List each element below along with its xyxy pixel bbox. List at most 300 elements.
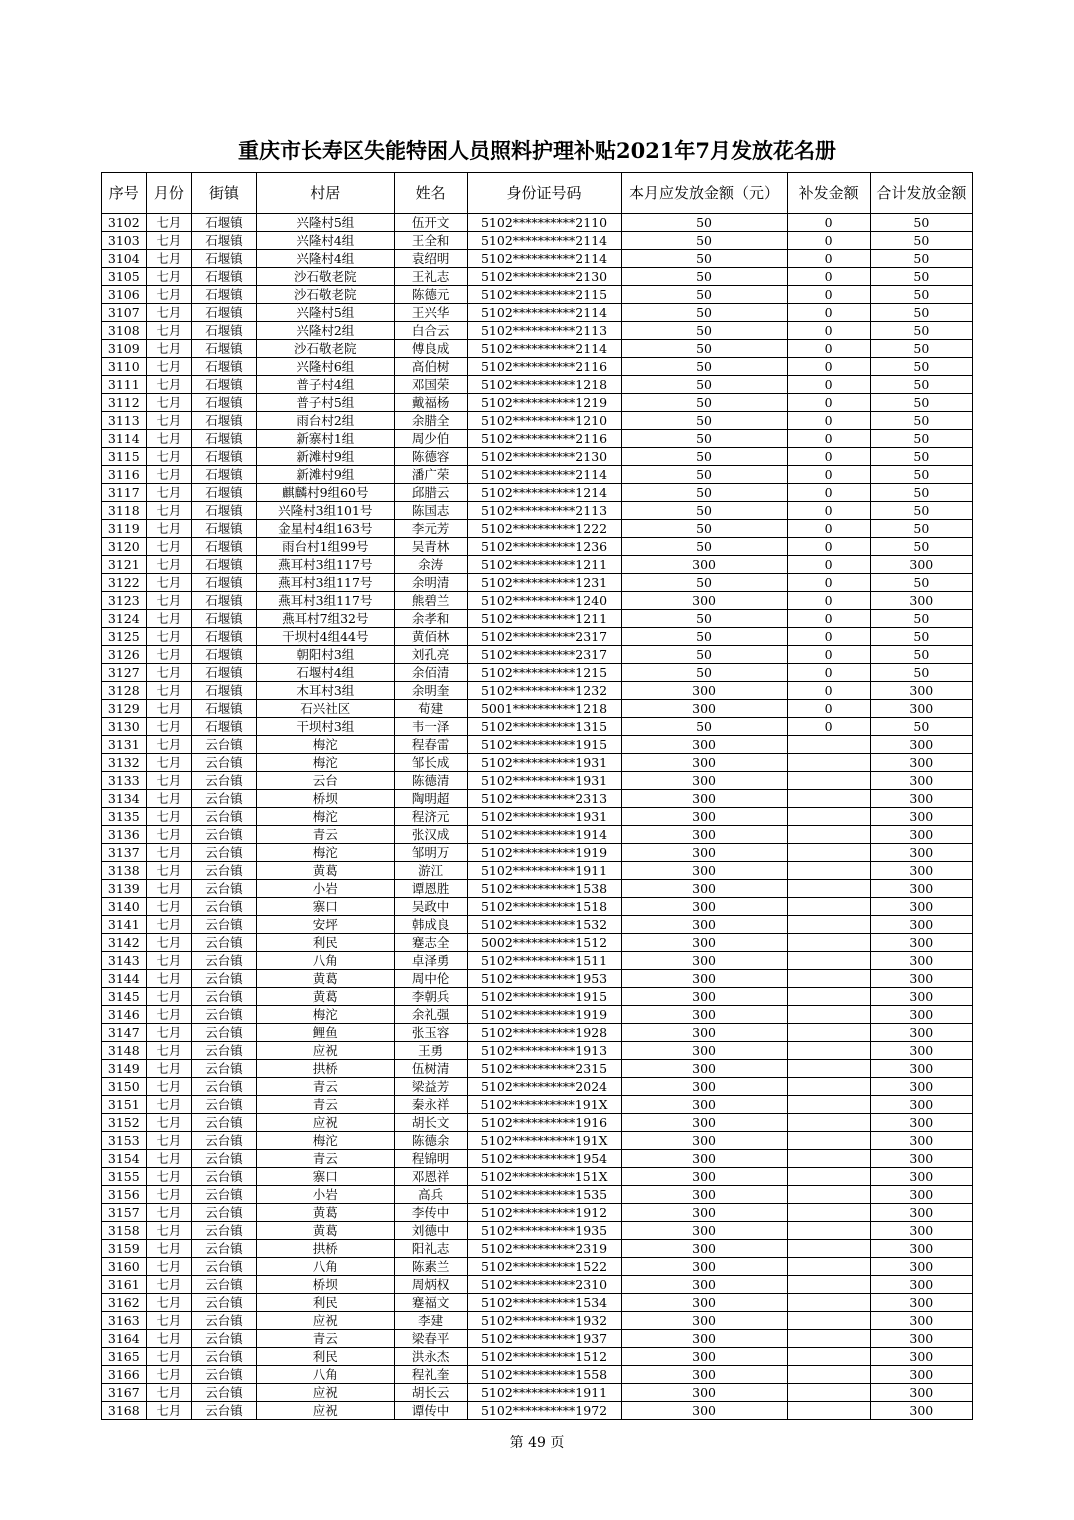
table-cell: 云台镇 (192, 934, 257, 952)
table-cell: 300 (870, 700, 972, 718)
table-cell: 云台镇 (192, 1150, 257, 1168)
table-cell: 300 (870, 1096, 972, 1114)
table-cell: 3109 (102, 340, 147, 358)
table-cell: 云台镇 (192, 808, 257, 826)
table-cell: 利民 (256, 1294, 394, 1312)
column-header: 补发金额 (787, 173, 870, 214)
table-cell: 李传中 (394, 1204, 467, 1222)
table-cell: 5102**********1518 (467, 898, 621, 916)
table-cell: 3127 (102, 664, 147, 682)
table-cell: 0 (787, 466, 870, 484)
table-cell (787, 1294, 870, 1312)
table-cell: 熊碧兰 (394, 592, 467, 610)
table-cell: 七月 (146, 1294, 192, 1312)
table-cell: 300 (870, 880, 972, 898)
table-cell: 石堰镇 (192, 556, 257, 574)
table-cell: 5001**********1218 (467, 700, 621, 718)
table-cell: 50 (870, 664, 972, 682)
table-cell: 兴隆村6组 (256, 358, 394, 376)
table-cell: 3162 (102, 1294, 147, 1312)
table-row (102, 1060, 973, 1078)
table-cell: 3149 (102, 1060, 147, 1078)
table-cell: 新寨村1组 (256, 430, 394, 448)
table-cell: 应祝 (256, 1312, 394, 1330)
table-cell: 5102**********1915 (467, 988, 621, 1006)
table-cell: 3164 (102, 1330, 147, 1348)
table-cell: 5102**********1511 (467, 952, 621, 970)
table-cell (787, 934, 870, 952)
table-cell: 0 (787, 448, 870, 466)
table-cell: 陶明超 (394, 790, 467, 808)
table-row (102, 1150, 973, 1168)
table-cell: 黄葛 (256, 988, 394, 1006)
table-row (102, 988, 973, 1006)
table-cell: 5102**********1538 (467, 880, 621, 898)
table-cell: 300 (621, 952, 787, 970)
table-cell: 七月 (146, 1168, 192, 1186)
table-cell: 3147 (102, 1024, 147, 1042)
table-cell (787, 1024, 870, 1042)
table-cell: 七月 (146, 592, 192, 610)
table-cell: 5102**********1211 (467, 556, 621, 574)
table-cell: 七月 (146, 1222, 192, 1240)
table-cell: 七月 (146, 1186, 192, 1204)
table-cell (787, 862, 870, 880)
table-cell: 伍开文 (394, 214, 467, 232)
table-cell: 300 (621, 898, 787, 916)
table-cell: 利民 (256, 1348, 394, 1366)
table-cell: 七月 (146, 232, 192, 250)
table-cell: 50 (870, 250, 972, 268)
table-cell: 张汉成 (394, 826, 467, 844)
table-cell: 青云 (256, 1330, 394, 1348)
table-row (102, 376, 973, 394)
table-cell: 3111 (102, 376, 147, 394)
table-cell: 3103 (102, 232, 147, 250)
table-cell: 3152 (102, 1114, 147, 1132)
table-cell: 沙石敬老院 (256, 286, 394, 304)
table-cell: 50 (621, 412, 787, 430)
table-cell: 八角 (256, 1258, 394, 1276)
table-cell: 50 (621, 664, 787, 682)
table-cell: 七月 (146, 754, 192, 772)
table-row (102, 1276, 973, 1294)
table-cell: 0 (787, 574, 870, 592)
table-cell: 0 (787, 538, 870, 556)
table-cell: 50 (870, 232, 972, 250)
table-cell: 5102**********1919 (467, 1006, 621, 1024)
table-cell: 5102**********2317 (467, 628, 621, 646)
table-row (102, 790, 973, 808)
table-row (102, 1348, 973, 1366)
table-cell (787, 1042, 870, 1060)
table-cell: 300 (621, 1006, 787, 1024)
table-cell: 3150 (102, 1078, 147, 1096)
table-cell: 300 (621, 916, 787, 934)
table-cell: 石堰镇 (192, 592, 257, 610)
table-cell: 3154 (102, 1150, 147, 1168)
table-cell: 云台镇 (192, 1240, 257, 1258)
table-cell: 陈德元 (394, 286, 467, 304)
table-cell: 李建 (394, 1312, 467, 1330)
table-cell: 5102**********1522 (467, 1258, 621, 1276)
table-cell: 七月 (146, 628, 192, 646)
table-cell: 3143 (102, 952, 147, 970)
table-cell: 石堰镇 (192, 412, 257, 430)
table-cell: 3148 (102, 1042, 147, 1060)
table-cell: 3114 (102, 430, 147, 448)
table-cell: 3163 (102, 1312, 147, 1330)
table-cell: 周少伯 (394, 430, 467, 448)
table-cell (787, 1240, 870, 1258)
table-cell: 云台镇 (192, 1096, 257, 1114)
table-cell: 七月 (146, 1330, 192, 1348)
table-cell: 拱桥 (256, 1060, 394, 1078)
table-cell: 云台镇 (192, 736, 257, 754)
table-row (102, 1330, 973, 1348)
table-cell: 云台镇 (192, 754, 257, 772)
table-cell: 0 (787, 556, 870, 574)
table-cell: 3128 (102, 682, 147, 700)
table-cell: 游江 (394, 862, 467, 880)
table-cell: 兴隆村2组 (256, 322, 394, 340)
table-cell: 300 (621, 988, 787, 1006)
table-cell: 七月 (146, 268, 192, 286)
table-cell: 300 (621, 970, 787, 988)
table-cell: 雨台村2组 (256, 412, 394, 430)
table-cell: 朝阳村3组 (256, 646, 394, 664)
table-cell: 5102**********2115 (467, 286, 621, 304)
table-row (102, 556, 973, 574)
table-row (102, 1384, 973, 1402)
table-row (102, 1186, 973, 1204)
table-cell: 石堰镇 (192, 304, 257, 322)
table-cell: 石堰镇 (192, 502, 257, 520)
table-cell: 3126 (102, 646, 147, 664)
table-cell (787, 1222, 870, 1240)
table-row (102, 448, 973, 466)
table-cell: 300 (870, 754, 972, 772)
table-cell: 燕耳村3组117号 (256, 592, 394, 610)
table-cell (787, 1114, 870, 1132)
table-cell: 5102**********1928 (467, 1024, 621, 1042)
table-cell: 5102**********1913 (467, 1042, 621, 1060)
table-cell: 0 (787, 628, 870, 646)
table-cell: 小岩 (256, 880, 394, 898)
page-title: 重庆市长寿区失能特困人员照料护理补贴2021年7月发放花名册 (237, 138, 837, 163)
table-cell: 50 (621, 232, 787, 250)
table-cell: 云台镇 (192, 790, 257, 808)
table-cell: 3141 (102, 916, 147, 934)
table-cell: 300 (870, 1150, 972, 1168)
table-cell: 云台镇 (192, 1024, 257, 1042)
table-cell: 干坝村4组44号 (256, 628, 394, 646)
table-cell: 300 (870, 1222, 972, 1240)
table-cell: 云台镇 (192, 1276, 257, 1294)
table-cell: 300 (870, 826, 972, 844)
table-cell: 5102**********1919 (467, 844, 621, 862)
table-cell (787, 754, 870, 772)
table-cell (787, 844, 870, 862)
table-cell: 3117 (102, 484, 147, 502)
table-cell: 石堰镇 (192, 340, 257, 358)
table-cell: 七月 (146, 286, 192, 304)
table-cell: 50 (621, 448, 787, 466)
table-cell: 傅良成 (394, 340, 467, 358)
table-row (102, 646, 973, 664)
table-cell: 石堰镇 (192, 232, 257, 250)
table-cell: 300 (870, 898, 972, 916)
table-cell: 七月 (146, 808, 192, 826)
table-row (102, 502, 973, 520)
table-cell: 七月 (146, 988, 192, 1006)
table-cell: 5102**********2130 (467, 448, 621, 466)
table-cell: 3135 (102, 808, 147, 826)
table-cell (787, 970, 870, 988)
table-row (102, 1240, 973, 1258)
table-cell (787, 1006, 870, 1024)
table-cell: 陈素兰 (394, 1258, 467, 1276)
table-cell: 50 (621, 484, 787, 502)
table-cell: 胡长文 (394, 1114, 467, 1132)
table-cell: 石堰镇 (192, 610, 257, 628)
table-cell: 0 (787, 484, 870, 502)
table-cell: 300 (621, 1042, 787, 1060)
table-cell: 石堰镇 (192, 358, 257, 376)
table-cell: 300 (870, 844, 972, 862)
table-cell: 3112 (102, 394, 147, 412)
table-cell: 50 (621, 394, 787, 412)
table-cell: 新滩村9组 (256, 448, 394, 466)
table-cell: 300 (870, 808, 972, 826)
table-cell: 云台镇 (192, 1258, 257, 1276)
table-cell: 3131 (102, 736, 147, 754)
table-cell: 高兵 (394, 1186, 467, 1204)
table-cell: 5102**********1972 (467, 1402, 621, 1420)
table-cell: 50 (870, 376, 972, 394)
table-cell: 50 (621, 502, 787, 520)
table-cell: 程春雷 (394, 736, 467, 754)
table-row (102, 1078, 973, 1096)
table-cell: 七月 (146, 1114, 192, 1132)
table-cell: 50 (870, 646, 972, 664)
table-cell: 3137 (102, 844, 147, 862)
table-cell: 50 (870, 466, 972, 484)
table-cell: 云台镇 (192, 952, 257, 970)
table-row (102, 970, 973, 988)
table-cell: 七月 (146, 682, 192, 700)
table-cell: 3153 (102, 1132, 147, 1150)
table-row (102, 664, 973, 682)
table-row (102, 358, 973, 376)
table-cell: 50 (870, 484, 972, 502)
table-cell: 3156 (102, 1186, 147, 1204)
table-row (102, 628, 973, 646)
table-cell: 七月 (146, 466, 192, 484)
table-cell: 云台镇 (192, 772, 257, 790)
table-row (102, 1312, 973, 1330)
table-cell: 程锦明 (394, 1150, 467, 1168)
table-cell: 七月 (146, 340, 192, 358)
table-cell: 桥坝 (256, 1276, 394, 1294)
table-cell: 5102**********1911 (467, 1384, 621, 1402)
table-cell: 3158 (102, 1222, 147, 1240)
table-cell: 50 (621, 304, 787, 322)
table-cell: 梅沱 (256, 736, 394, 754)
table-cell: 3168 (102, 1402, 147, 1420)
table-cell: 云台镇 (192, 1006, 257, 1024)
table-row (102, 952, 973, 970)
table-cell (787, 1348, 870, 1366)
table-cell: 云台镇 (192, 916, 257, 934)
table-cell: 洪永杰 (394, 1348, 467, 1366)
table-cell: 300 (621, 826, 787, 844)
table-cell: 0 (787, 430, 870, 448)
table-cell (787, 952, 870, 970)
table-row (102, 484, 973, 502)
table-cell: 50 (621, 628, 787, 646)
table-cell: 300 (870, 1312, 972, 1330)
table-cell: 5102**********1211 (467, 610, 621, 628)
table-cell: 石堰镇 (192, 646, 257, 664)
table-cell: 七月 (146, 520, 192, 538)
table-cell: 300 (870, 790, 972, 808)
table-body (102, 214, 973, 1420)
table-cell: 云台镇 (192, 970, 257, 988)
table-cell: 云台镇 (192, 898, 257, 916)
table-cell: 5102**********1954 (467, 1150, 621, 1168)
table-cell: 云台镇 (192, 1330, 257, 1348)
table-cell: 刘孔亮 (394, 646, 467, 664)
table-row (102, 304, 973, 322)
table-cell: 麒麟村9组60号 (256, 484, 394, 502)
table-cell: 云台镇 (192, 1312, 257, 1330)
table-cell: 300 (621, 1402, 787, 1420)
table-row (102, 934, 973, 952)
table-cell: 5102**********1915 (467, 736, 621, 754)
table-cell: 3139 (102, 880, 147, 898)
table-cell: 5102**********2116 (467, 358, 621, 376)
table-cell: 伍树清 (394, 1060, 467, 1078)
table-cell: 50 (621, 574, 787, 592)
table-cell: 300 (621, 1132, 787, 1150)
table-cell: 韦一泽 (394, 718, 467, 736)
table-row (102, 682, 973, 700)
table-cell: 石堰镇 (192, 628, 257, 646)
table-cell: 3106 (102, 286, 147, 304)
table-cell: 300 (870, 1258, 972, 1276)
table-row (102, 862, 973, 880)
table-cell: 梅沱 (256, 1132, 394, 1150)
table-cell: 余佰清 (394, 664, 467, 682)
table-cell: 0 (787, 340, 870, 358)
table-cell: 黄佰林 (394, 628, 467, 646)
table-cell: 0 (787, 502, 870, 520)
table-cell: 应祝 (256, 1114, 394, 1132)
table-row (102, 1114, 973, 1132)
table-cell: 3130 (102, 718, 147, 736)
table-cell: 300 (621, 1258, 787, 1276)
table-cell: 5102**********2024 (467, 1078, 621, 1096)
table-cell: 50 (621, 214, 787, 232)
table-row (102, 520, 973, 538)
table-cell: 300 (870, 1366, 972, 1384)
table-cell: 石堰镇 (192, 448, 257, 466)
table-cell: 50 (870, 412, 972, 430)
table-cell: 300 (870, 1186, 972, 1204)
table-row (102, 574, 973, 592)
table-cell: 3133 (102, 772, 147, 790)
table-cell: 卓泽勇 (394, 952, 467, 970)
table-cell: 300 (621, 1096, 787, 1114)
table-cell: 300 (870, 1132, 972, 1150)
table-cell: 3123 (102, 592, 147, 610)
table-cell: 邓恩祥 (394, 1168, 467, 1186)
table-cell: 利民 (256, 934, 394, 952)
table-cell: 300 (621, 700, 787, 718)
table-cell: 300 (870, 1276, 972, 1294)
table-cell: 5102**********1232 (467, 682, 621, 700)
table-cell: 5102**********2114 (467, 232, 621, 250)
table-cell: 300 (621, 1060, 787, 1078)
table-row (102, 1204, 973, 1222)
table-cell: 0 (787, 700, 870, 718)
table-cell: 拱桥 (256, 1240, 394, 1258)
table-cell: 七月 (146, 1024, 192, 1042)
table-cell: 300 (621, 1366, 787, 1384)
table-row (102, 880, 973, 898)
table-cell: 燕耳村3组117号 (256, 556, 394, 574)
table-cell: 300 (621, 754, 787, 772)
table-cell: 5102**********1953 (467, 970, 621, 988)
table-cell: 3105 (102, 268, 147, 286)
table-row (102, 1258, 973, 1276)
table-cell (787, 1096, 870, 1114)
table-row (102, 1024, 973, 1042)
table-cell: 300 (621, 682, 787, 700)
table-cell: 兴隆村5组 (256, 214, 394, 232)
table-cell: 桥坝 (256, 790, 394, 808)
table-cell: 石兴社区 (256, 700, 394, 718)
table-row (102, 286, 973, 304)
table-cell: 3165 (102, 1348, 147, 1366)
table-cell: 3110 (102, 358, 147, 376)
table-cell: 3118 (102, 502, 147, 520)
table-cell: 石堰镇 (192, 682, 257, 700)
table-cell: 3108 (102, 322, 147, 340)
table-cell: 王勇 (394, 1042, 467, 1060)
table-cell: 石堰镇 (192, 430, 257, 448)
table-cell: 3124 (102, 610, 147, 628)
table-cell: 云台镇 (192, 862, 257, 880)
table-cell: 3107 (102, 304, 147, 322)
table-cell: 0 (787, 268, 870, 286)
table-cell (787, 1060, 870, 1078)
table-cell: 云台镇 (192, 1132, 257, 1150)
table-cell: 300 (870, 1060, 972, 1078)
table-cell: 陈德清 (394, 772, 467, 790)
table-cell: 戴福杨 (394, 394, 467, 412)
table-cell: 300 (621, 1078, 787, 1096)
table-cell: 300 (870, 1348, 972, 1366)
table-cell: 七月 (146, 826, 192, 844)
table-cell (787, 898, 870, 916)
table-cell: 5102**********1931 (467, 772, 621, 790)
table-cell: 3129 (102, 700, 147, 718)
column-header: 本月应发放金额（元） (621, 173, 787, 214)
table-cell: 高伯树 (394, 358, 467, 376)
table-cell: 七月 (146, 736, 192, 754)
